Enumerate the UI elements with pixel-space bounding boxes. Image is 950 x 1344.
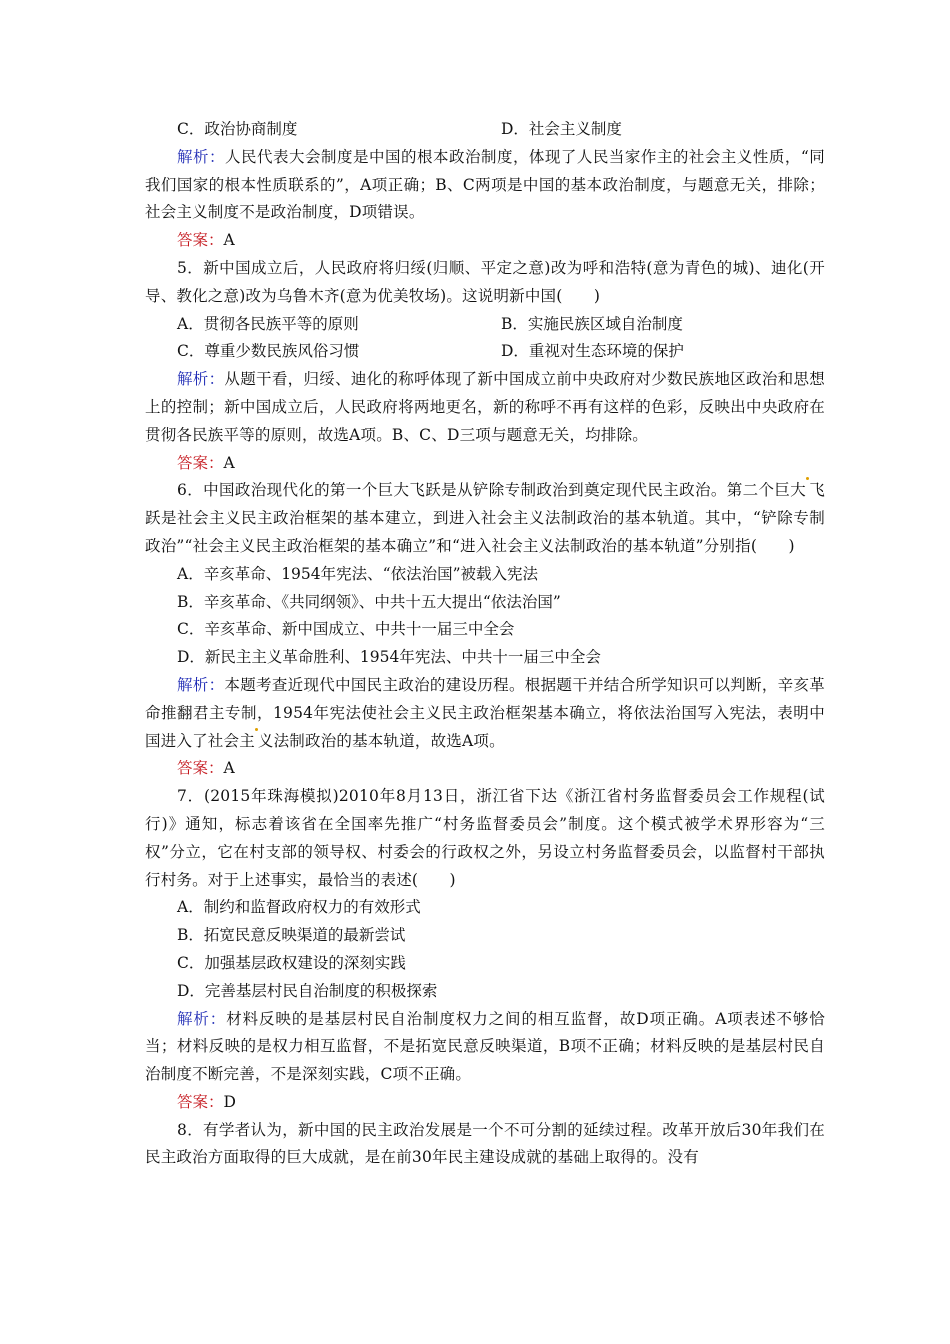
q5-analysis xyxy=(145,366,825,449)
q6-option-d: D．新民主主义革命胜利、1954年宪法、中共十一届三中全会 xyxy=(177,648,601,667)
q4-answer xyxy=(145,227,825,255)
q7-stem: 7．(2015年珠海模拟)2010年8月13日，浙江省下达《浙江省村务监督委员会工作规程(试行)》通知，标志着该省在全国率先推广“村务监督委员会”制度。这个模式被学术界形容为“三权”分立，它在村支部的领导权、村委会的行政权之外，另设立村务监督委员会，以监督村干部执行村务。对于上述事实，最恰当的表述( ) xyxy=(145,787,825,889)
q6-answer-label: 答案： xyxy=(177,759,224,778)
q7-answer xyxy=(145,1089,825,1117)
q4-analysis-text: 人民代表大会制度是中国的根本政治制度，体现了人民当家作主的社会主义性质，“同我们国家的根本性质联系的”，A项正确；B、C两项是中国的基本政治制度，与题意无关，排除；社会主义制度不是政治制度，D项错误。 xyxy=(145,147,825,222)
q5-answer-label: 答案： xyxy=(177,453,224,472)
document-page xyxy=(145,116,825,1172)
q4-options-cd xyxy=(145,116,825,144)
q7-option-a: A．制约和监督政府权力的有效形式 xyxy=(177,898,421,917)
q5-answer xyxy=(145,450,825,478)
q5-option-a: A．贯彻各民族平等的原则 xyxy=(177,314,359,333)
q4-option-c: C．政治协商制度 xyxy=(177,120,298,138)
q5-options-ab xyxy=(145,311,825,339)
q4-option-d: D．社会主义制度 xyxy=(501,120,622,138)
q6-stem xyxy=(145,477,825,560)
q7-analysis xyxy=(145,1006,825,1089)
q7-option-b: B．拓宽民意反映渠道的最新尝试 xyxy=(177,926,406,945)
q5-option-c: C．尊重少数民族风俗习惯 xyxy=(177,342,360,361)
q5-stem: 5．新中国成立后，人民政府将归绥(归顺、平定之意)改为呼和浩特(意为青色的城)、迪化(开导、教化之意)改为乌鲁木齐(意为优美牧场)。这说明新中国( ) xyxy=(145,258,825,305)
q7-analysis-label: 解析： xyxy=(177,1009,227,1028)
q6-option-b: B．辛亥革命、《共同纲领》、中共十五大提出“依法治国” xyxy=(177,592,561,611)
q5-analysis-text: 从题干看，归绥、迪化的称呼体现了新中国成立前中央政府对少数民族地区政治和思想上的控制；新中国成立后，人民政府将两地更名，新的称呼不再有这样的色彩，反映出中央政府在贯彻各民族平等的原则，故选A项。B、C、D三项与题意无关，均排除。 xyxy=(145,370,825,444)
q4-answer-value: A xyxy=(223,231,235,250)
q6-analysis-part1: 本题考查近现代中国民主政治的建设历程。根据题干并结合所学知识可以判断，辛亥革命推翻君主专制，1954年宪法使社会主义民主政治框架基本确立，将依法治国写入宪法，表明中国进入了社会主 xyxy=(145,675,825,750)
q5-option-d: D．重视对生态环境的保护 xyxy=(501,342,684,361)
decorative-dot xyxy=(806,477,809,480)
q5-option-b: B．实施民族区域自治制度 xyxy=(501,314,683,333)
q6-stem-part2: 飞跃是社会主义民主政治框架的基本建立，到进入社会主义法制政治的基本轨道。其中，“铲除专制政治”“社会主义民主政治框架的基本确立”和“进入社会主义法制政治的基本轨道”分别指( ) xyxy=(145,481,825,555)
q6-option-a: A．辛亥革命、1954年宪法、“依法治国”被载入宪法 xyxy=(177,564,538,583)
q6-stem-part1: 6．中国政治现代化的第一个巨大飞跃是从铲除专制政治到奠定现代民主政治。第二个巨大 xyxy=(177,481,807,500)
q7-answer-label: 答案： xyxy=(177,1092,224,1111)
q6-analysis-part2: 义法制政治的基本轨道，故选A项。 xyxy=(257,731,505,750)
q6-answer xyxy=(145,755,825,783)
q8-stem: 8．有学者认为，新中国的民主政治发展是一个不可分割的延续过程。改革开放后30年我们在民主政治方面取得的巨大成就，是在前30年民主建设成就的基础上取得的。没有 xyxy=(145,1120,825,1167)
q7-analysis-text: 材料反映的是基层村民自治制度权力之间的相互监督，故D项正确。A项表述不够恰当；材料反映的是权力相互监督，不是拓宽民意反映渠道，B项不正确；材料反映的是基层村民自治制度不断完善，不是深刻实践，C项不正确。 xyxy=(145,1009,825,1084)
q4-analysis-label: 解析： xyxy=(177,147,225,166)
q5-options-cd xyxy=(145,338,825,366)
q7-option-d: D．完善基层村民自治制度的积极探索 xyxy=(177,981,438,1000)
q7-answer-value: D xyxy=(223,1092,236,1111)
decorative-dot xyxy=(255,728,258,731)
q7-option-c: C．加强基层政权建设的深刻实践 xyxy=(177,953,406,972)
q4-answer-label: 答案： xyxy=(177,231,224,250)
q5-analysis-label: 解析： xyxy=(177,370,225,389)
q4-analysis xyxy=(145,144,825,227)
q5-answer-value: A xyxy=(223,453,235,472)
q6-analysis xyxy=(145,672,825,755)
q6-answer-value: A xyxy=(223,759,235,778)
q6-option-c: C．辛亥革命、新中国成立、中共十一届三中全会 xyxy=(177,620,515,639)
q6-analysis-label: 解析： xyxy=(177,675,225,694)
